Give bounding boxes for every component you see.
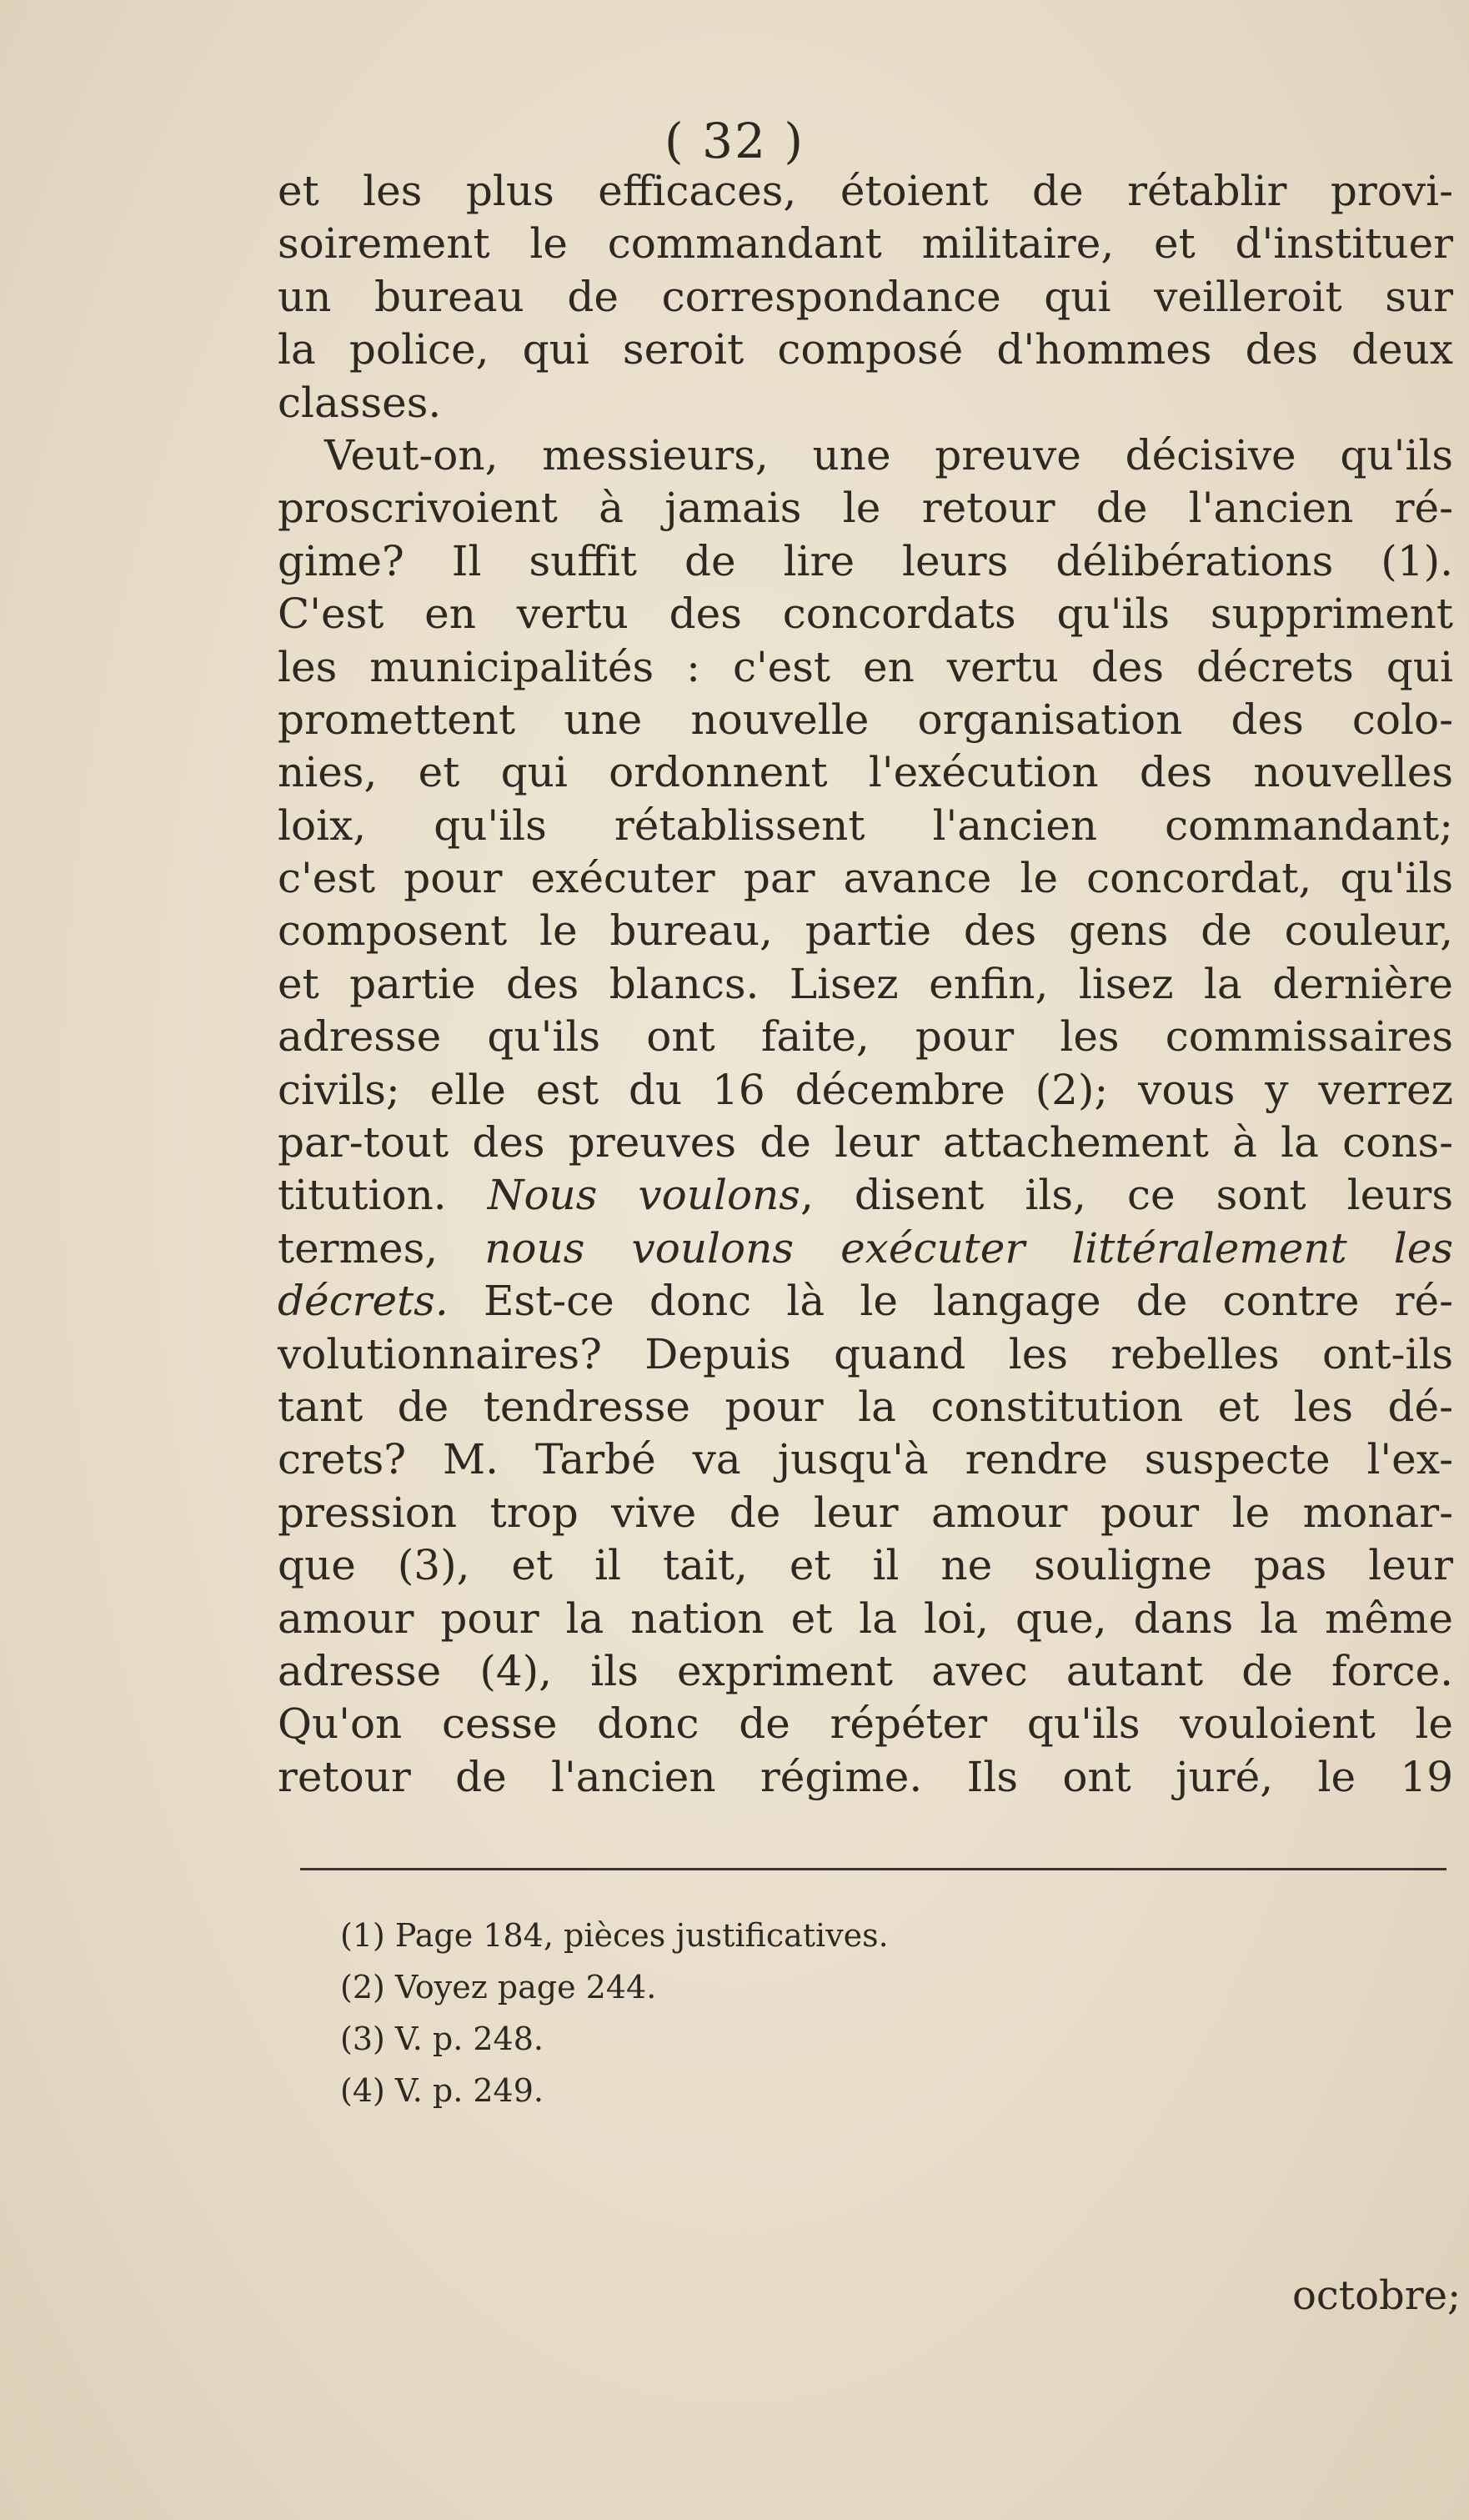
- footnote: (1) Page 184, pièces justificatives.: [340, 1917, 889, 1954]
- text-line: [278, 1169, 1453, 1222]
- text-line: proscrivoient à jamais le retour de l'ancien ré-: [278, 484, 1453, 533]
- text-line: et les plus efficaces, étoient de rétablir provi-: [278, 167, 1453, 215]
- line-end: , disent ils, ce sont leurs: [800, 1171, 1453, 1220]
- text-line: la police, qui seroit composé d'hommes des deux: [278, 325, 1453, 374]
- catchword: octobre;: [1292, 2272, 1461, 2319]
- text-line: c'est pour exécuter par avance le concordat, qu'ils: [278, 854, 1453, 903]
- page-number: ( 32 ): [664, 113, 805, 169]
- text-line: Veut-on, messieurs, une preuve décisive qu'ils: [324, 430, 1453, 479]
- text-line: composent le bureau, partie des gens de couleur,: [278, 906, 1453, 956]
- text-line: amour pour la nation et la loi, que, dans la même: [278, 1594, 1453, 1643]
- footnote: (4) V. p. 249.: [340, 2072, 544, 2109]
- text-line: [278, 1275, 1453, 1328]
- text-line: adresse qu'ils ont faite, pour les commissaires: [278, 1012, 1453, 1062]
- text-line: tant de tendresse pour la constitution et les dé-: [278, 1382, 1453, 1431]
- line-end: Est-ce donc là le langage de contre ré-: [448, 1277, 1453, 1326]
- text-line: Qu'on cesse donc de répéter qu'ils vouloient le: [278, 1699, 1453, 1749]
- text-line: par-tout des preuves de leur attachement à la cons-: [278, 1118, 1453, 1167]
- text-line: C'est en vertu des concordats qu'ils suppriment: [278, 590, 1453, 639]
- text-line: et partie des blancs. Lisez enfin, lisez la dernière: [278, 959, 1453, 1008]
- text-line: pression trop vive de leur amour pour le monar-: [278, 1488, 1453, 1537]
- text-line: crets? M. Tarbé va jusqu'à rendre suspecte l'ex-: [278, 1435, 1453, 1484]
- text-line: les municipalités : c'est en vertu des décrets qui: [278, 642, 1453, 691]
- text-line: adresse (4), ils expriment avec autant de force.: [278, 1646, 1453, 1695]
- line-start: titution.: [278, 1171, 488, 1220]
- text-line: civils; elle est du 16 décembre (2); vous y verrez: [278, 1065, 1453, 1114]
- text-line: volutionnaires? Depuis quand les rebelles ont-ils: [278, 1329, 1453, 1378]
- text-line: retour de l'ancien régime. Ils ont juré, le 19: [278, 1752, 1453, 1801]
- line-start: termes,: [278, 1223, 485, 1273]
- footnote-divider: [300, 1868, 1446, 1870]
- text-line: promettent une nouvelle organisation des colo-: [278, 695, 1453, 744]
- text-line: un bureau de correspondance qui veilleroit sur: [278, 272, 1453, 321]
- text-line: gime? Il suffit de lire leurs délibérations (1).: [278, 536, 1453, 585]
- footnote: (2) Voyez page 244.: [340, 1969, 657, 2005]
- footnote: (3) V. p. 248.: [340, 2021, 544, 2057]
- text-line: soirement le commandant militaire, et d'instituer: [278, 219, 1453, 269]
- text-line: loix, qu'ils rétablissent l'ancien commandant;: [278, 801, 1453, 850]
- text-line: nies, et qui ordonnent l'exécution des nouvelles: [278, 748, 1453, 797]
- body-text: [278, 165, 1453, 1804]
- italic-phrase: décrets.: [278, 1277, 449, 1326]
- text-line: classes.: [278, 378, 442, 427]
- text-line: [278, 1222, 1453, 1275]
- italic-phrase: nous voulons exécuter littéralement les: [484, 1223, 1453, 1273]
- italic-phrase: Nous voulons: [487, 1171, 800, 1220]
- text-line: que (3), et il tait, et il ne souligne pas leur: [278, 1541, 1453, 1590]
- footnotes: [340, 1910, 1090, 2116]
